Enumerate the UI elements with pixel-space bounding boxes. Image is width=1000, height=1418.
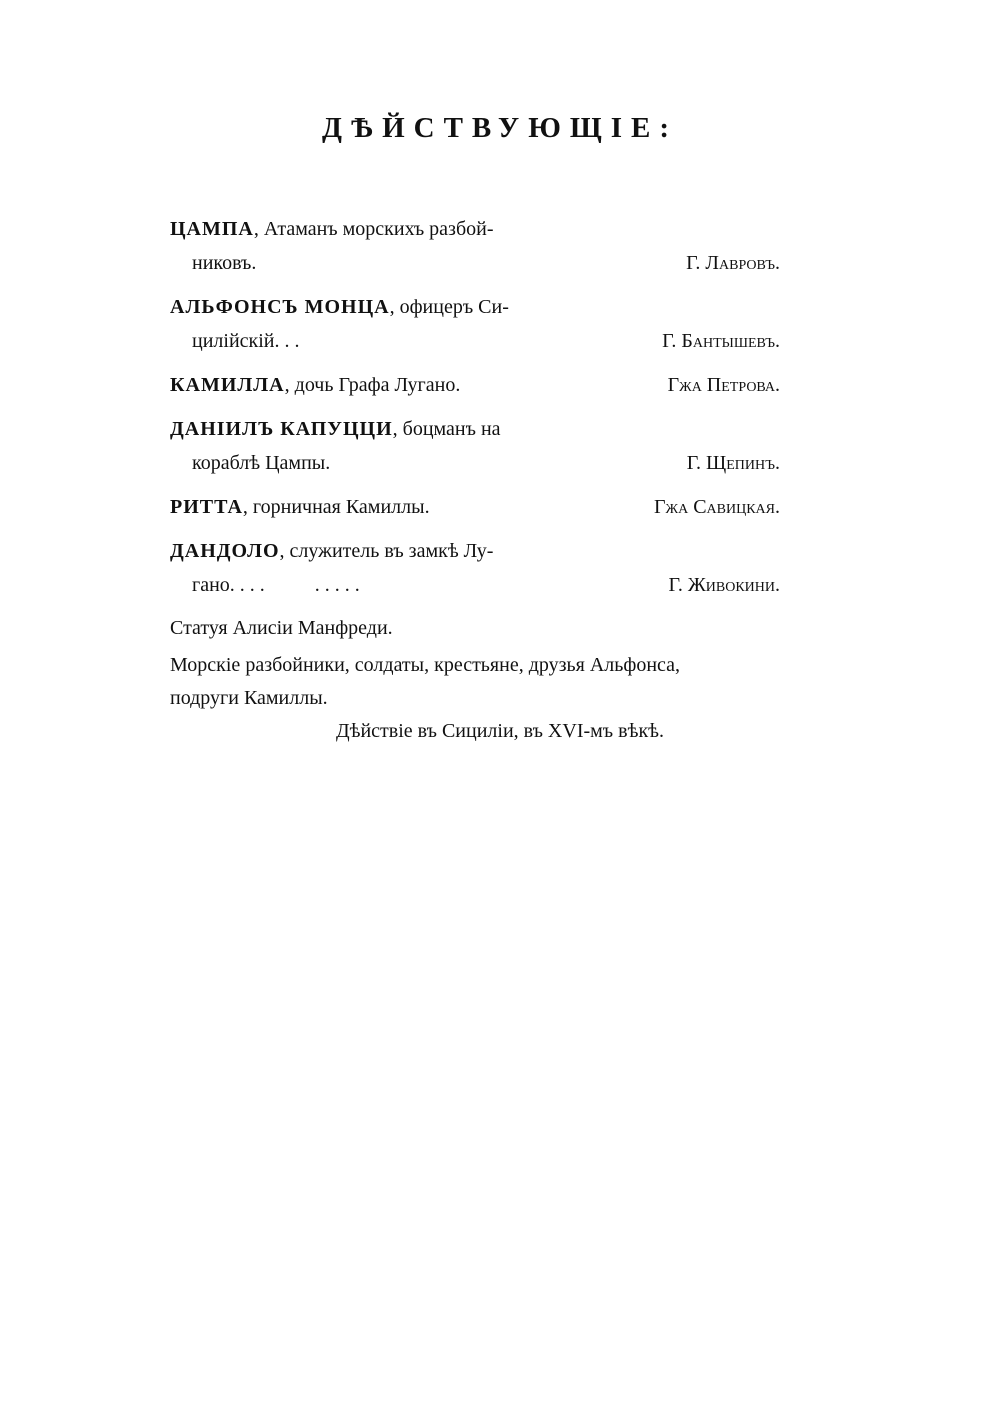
actor-name: Гжа Савицкая. xyxy=(653,496,780,518)
character-description: , дочь Графа Лугано. xyxy=(284,374,461,396)
extras-entry xyxy=(170,649,850,715)
actor-name: Г. Живокини. xyxy=(668,574,780,596)
character-description: , горничная Камиллы. xyxy=(242,496,430,518)
cast-entry-camilla xyxy=(170,368,850,402)
extras-line-continued: подруги Камиллы. xyxy=(170,687,328,709)
character-description-continued: кораблѣ Цампы. xyxy=(192,452,331,474)
actor-name: Г. Бантышевъ. xyxy=(662,330,780,352)
cast-entry-alphonse xyxy=(170,290,850,358)
actor-name: Г. Лавровъ. xyxy=(686,252,780,274)
character-description: , офицеръ Си- xyxy=(389,296,509,318)
character-name: ДАНДОЛО xyxy=(170,540,280,562)
character-description-continued: никовъ. xyxy=(192,252,257,274)
character-description: , боцманъ на xyxy=(392,418,501,440)
page-title: ДѢЙСТВУЮЩІЕ: xyxy=(321,112,678,144)
character-name: ЦАМПА xyxy=(170,218,254,240)
statue-entry: Статуя Алисіи Манфреди. xyxy=(170,617,393,639)
character-name: ДАНІИЛЪ КАПУЦЦИ xyxy=(170,418,393,440)
character-description: , Атаманъ морскихъ разбой- xyxy=(253,218,494,240)
character-description-continued: гано. . . . . . . . . xyxy=(192,574,360,596)
extras-line: Морскіе разбойники, солдаты, крестьяне, друзья Альфонса, xyxy=(170,654,681,676)
cast-entry-ritta xyxy=(170,490,850,524)
character-description: , служитель въ замкѣ Лу- xyxy=(279,540,494,562)
character-name: КАМИЛЛА xyxy=(170,374,285,396)
character-name: АЛЬФОНСЪ МОНЦА xyxy=(170,296,390,318)
setting-note: Дѣйствіе въ Сициліи, въ XVI-мъ вѣкѣ. xyxy=(335,720,665,742)
cast-entry-daniil xyxy=(170,412,850,480)
cast-entry-dandolo xyxy=(170,534,850,602)
cast-list xyxy=(170,212,850,715)
cast-entry-zampa xyxy=(170,212,850,280)
actor-name: Г. Щепинъ. xyxy=(686,452,780,474)
character-name: РИТТА xyxy=(170,496,243,518)
character-description-continued: цилійскій. . . xyxy=(192,330,300,352)
actor-name: Гжа Петрова. xyxy=(667,374,780,396)
